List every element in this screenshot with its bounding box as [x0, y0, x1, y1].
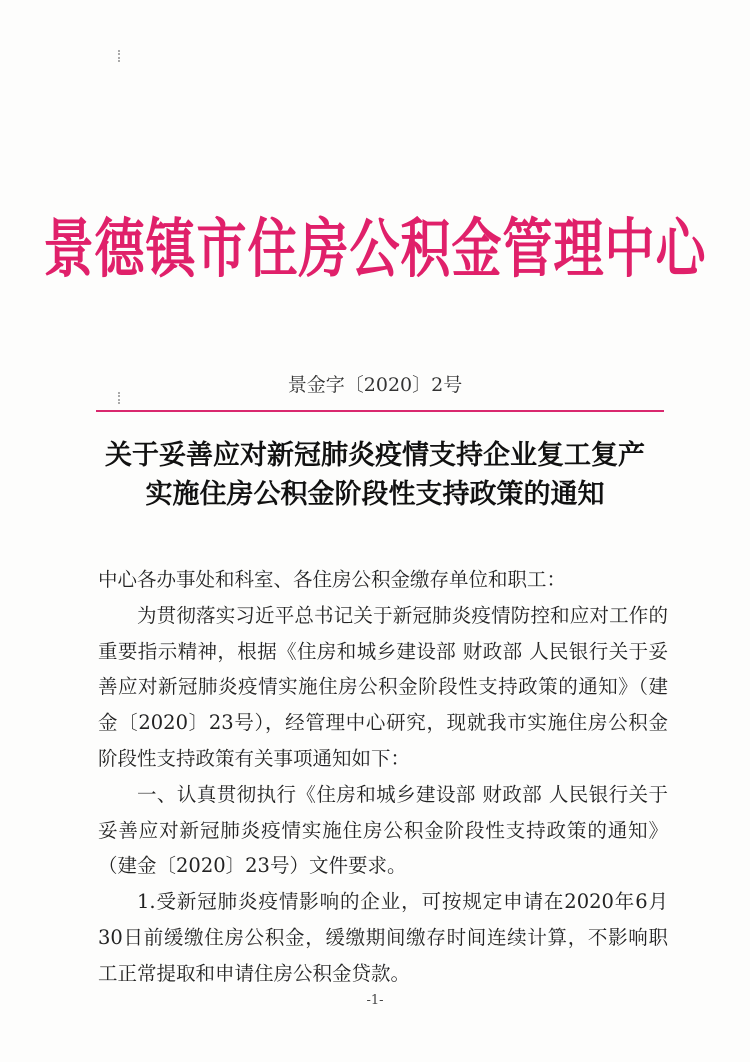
body-paragraph: 1.受新冠肺炎疫情影响的企业，可按规定申请在2020年6月30日前缓缴住房公积金，缓缴期间缴存时间连续计算，不影响职工正常提取和申请住房公积金贷款。	[98, 890, 668, 985]
notice-title	[0, 436, 750, 514]
body-paragraph: 为贯彻落实习近平总书记关于新冠肺炎疫情防控和应对工作的重要指示精神，根据《住房和城乡建设部 财政部 人民银行关于妥善应对新冠肺炎疫情实施住房公积金阶段性支持政策的通知》（建金〔2020〕23号），经管理中心研究，现就我市实施住房公积金阶段性支持政策有关事项通知如下：	[98, 603, 668, 770]
binding-mark-top	[118, 50, 122, 62]
document-number: 景金字〔2020〕2号	[287, 374, 463, 396]
issuer-header: 景德镇市住房公积金管理中心	[43, 212, 707, 287]
notice-title-line-2: 实施住房公积金阶段性支持政策的通知	[145, 479, 605, 510]
notice-body	[98, 562, 668, 992]
body-paragraph: 一、认真贯彻执行《住房和城乡建设部 财政部 人民银行关于妥善应对新冠肺炎疫情实施住房公积金阶段性支持政策的通知》（建金〔2020〕23号）文件要求。	[98, 782, 668, 878]
page-number: -1-	[366, 993, 384, 1008]
red-divider	[96, 410, 664, 412]
notice-title-line-1: 关于妥善应对新冠肺炎疫情支持企业复工复产	[105, 440, 645, 471]
salutation: 中心各办事处和科室、各住房公积金缴存单位和职工：	[98, 568, 567, 591]
